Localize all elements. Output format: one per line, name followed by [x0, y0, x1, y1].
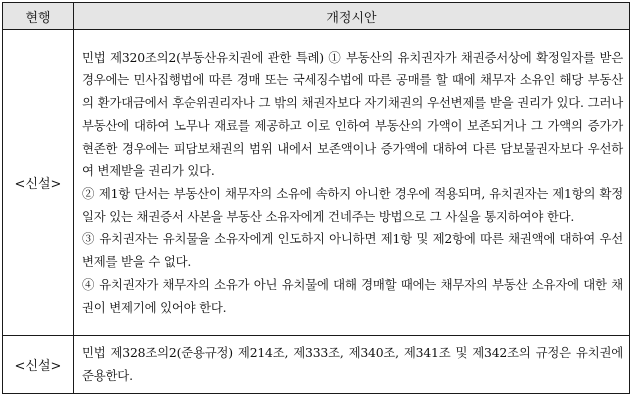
header-proposed: 개정시안 — [74, 3, 630, 30]
current-cell: <신설> — [3, 336, 74, 394]
article-320-2-paragraph-3: ③ 유치권자는 유치물을 소유자에게 인도하지 아니하면 제1항 및 제2항에 따른 채권액에 대하여 우선변제를 받을 수 없다. — [82, 231, 623, 270]
amendment-comparison-table — [2, 2, 630, 394]
current-cell: <신설> — [3, 30, 74, 336]
article-328-2-paragraph: 민법 제328조의2(준용규정) 제214조, 제333조, 제340조, 제341조 및 제342조의 규정은 유치권에 준용한다. — [82, 345, 623, 383]
header-current: 현행 — [3, 3, 74, 30]
table-header-row — [3, 3, 630, 30]
article-320-2-paragraph-4: ④ 유치권자가 채무자의 소유가 아닌 유치물에 대해 경매할 때에는 채무자의 부동산 소유자에 대한 채권이 변제기에 있어야 한다. — [82, 276, 623, 315]
article-320-2-paragraph-2: ② 제1항 단서는 부동산이 채무자의 소유에 속하지 아니한 경우에 적용되며, 유치권자는 제1항의 확정일자 있는 채권증서 사본을 부동산 소유자에게 건네주는 방법으로 그 사실을 통지하여야 한다. — [82, 186, 623, 224]
proposed-cell — [74, 336, 630, 394]
proposed-cell — [74, 30, 630, 336]
table-row — [3, 30, 630, 336]
table-row — [3, 336, 630, 394]
article-320-2-paragraph-1: 민법 제320조의2(부동산유치권에 관한 특례) ① 부동산의 유치권자가 채권증서상에 확정일자를 받은 경우에는 민사집행법에 따른 경매 또는 국세징수법에 따른 공매를 할 때에 채무자 소유인 해당 부동산의 환가대금에서 후순위권리자나 그 밖의 채권자보다 자기채권의 우선변제를 받을 권리가 있다. 그러나 부동산에 대하여 노무나 재료를 제공하고 이로 인하여 부동산의 가액이 보존되거나 그 가액의 증가가 현존한 경우에는 피담보채권의 범위 내에서 보존액이나 증가액에 대하여 다른 담보물권자보다 우선하여 변제받을 권리가 있다. — [82, 49, 623, 179]
